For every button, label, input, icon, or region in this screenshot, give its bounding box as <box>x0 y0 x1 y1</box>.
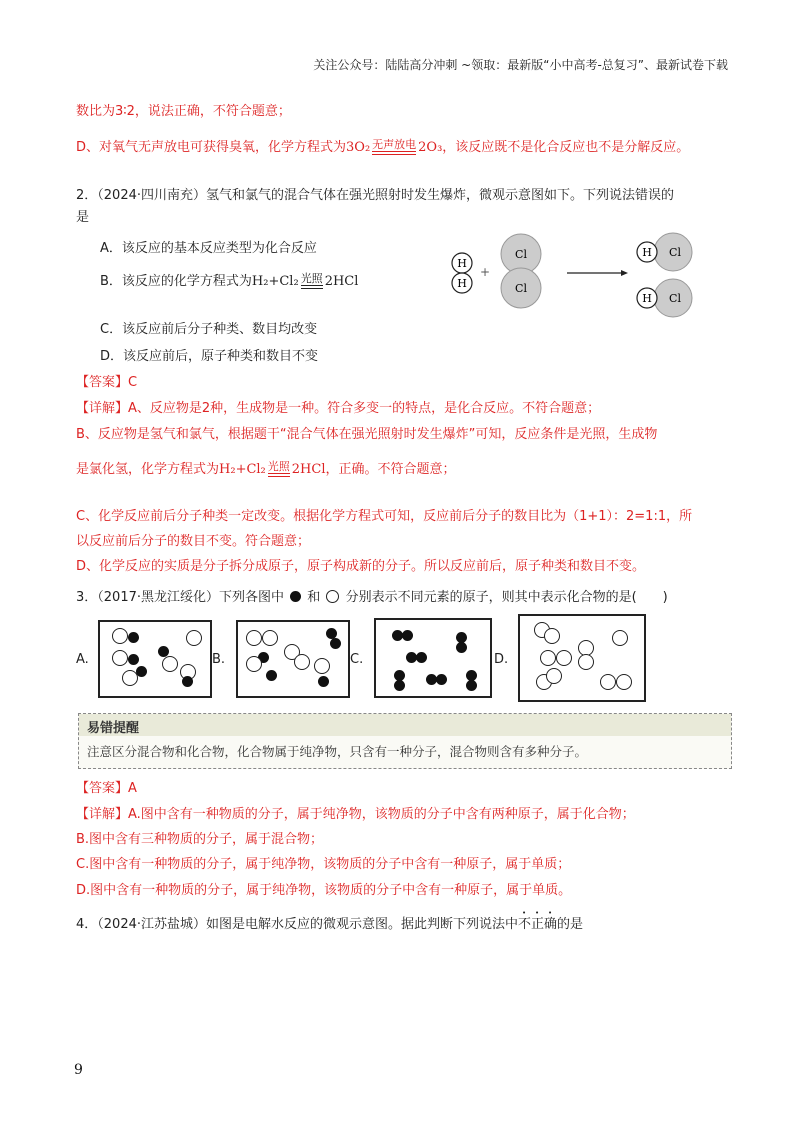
cl-label: Cl <box>515 248 527 261</box>
h-label: H <box>457 277 467 290</box>
page-header: 关注公众号：陆陆高分冲刺 ~领取：最新版“小中高考-总复习”、最新试卷下载 <box>313 58 728 72</box>
q3-label-c: C. <box>350 652 364 667</box>
cl-label: Cl <box>669 246 681 259</box>
q3-stem: 3．（2017·黑龙江绥化）下列各图中 和 分别表示不同元素的原子，则其中表示化合物的是( ) <box>76 590 668 605</box>
q3-figure-d <box>518 614 646 702</box>
q4-stem: 4．（2024·江苏盐城）如图是电解水反应的微观示意图。据此判断下列说法中不正确的是 <box>76 917 584 932</box>
q2-stem: 2．（2024·四川南充）氢气和氯气的混合气体在强光照射时发生爆炸，微观示意图如下。下列说法错误的 <box>76 188 674 203</box>
tip-text: 注意区分混合物和化合物，化合物属于纯净物，只含有一种分子，混合物则含有多种分子。 <box>87 744 588 759</box>
reaction-diagram <box>445 230 715 330</box>
q3-label-d: D. <box>494 652 509 667</box>
white-atom-icon <box>326 590 339 603</box>
black-atom-icon <box>290 591 301 602</box>
h-label: H <box>642 292 652 305</box>
q2-detail-d: D、化学反应的实质是分子拆分成原子，原子构成新的分子。所以反应前后，原子种类和数目不变。 <box>76 559 646 574</box>
q3-figure-b <box>236 620 350 698</box>
q3-answer: 【答案】A <box>76 781 137 796</box>
h-label: H <box>457 257 467 270</box>
emphasis-text: 不正确 <box>518 917 558 932</box>
q3-detail-d: D.图中含有一种物质的分子，属于纯净物，该物质的分子中含有一种原子，属于单质。 <box>76 883 572 898</box>
q3-detail-b: B.图中含有三种物质的分子，属于混合物； <box>76 832 324 847</box>
cl-label: Cl <box>669 292 681 305</box>
tip-title: 易错提醒 <box>87 721 140 736</box>
q3-detail-c: C.图中含有一种物质的分子，属于纯净物，该物质的分子中含有一种原子，属于单质； <box>76 857 571 872</box>
page-number: 9 <box>74 1062 83 1078</box>
q2-detail-b-cont: 是氯化氢，化学方程式为H₂+Cl₂ 光照 2HCl，正确。不符合题意； <box>76 460 456 477</box>
arrowhead-icon <box>621 270 628 276</box>
q3-figure-c <box>374 618 492 698</box>
q2-detail-c: C、化学反应前后分子种类一定改变。根据化学方程式可知，反应前后分子的数目比为（1+1）：2=1:1，所 <box>76 509 693 524</box>
q2-detail-a: 【详解】A、反应物是2种，生成物是一种。符合多变一的特点，是化合反应。不符合题意； <box>76 401 601 416</box>
q2-option-c: C．该反应前后分子种类、数目均改变 <box>100 322 318 337</box>
q2-option-d: D．该反应前后，原子种类和数目不变 <box>100 349 319 364</box>
q2-detail-b: B、反应物是氢气和氯气，根据题干“混合气体在强光照射时发生爆炸”可知，反应条件是光照，生成物 <box>76 427 658 442</box>
ratio-line: 数比为3∶2，说法正确，不符合题意； <box>76 104 291 119</box>
cl-label: Cl <box>515 282 527 295</box>
q2-answer: 【答案】C <box>76 375 138 390</box>
tip-box <box>78 713 732 769</box>
q2-option-a: A．该反应的基本反应类型为化合反应 <box>100 241 317 256</box>
q3-detail-a: 【详解】A.图中含有一种物质的分子，属于纯净物，该物质的分子中含有两种原子，属于化合物； <box>76 807 635 822</box>
plus-sign: + <box>479 265 491 279</box>
q3-label-b: B. <box>212 652 226 667</box>
q2-detail-c-cont: 以反应前后分子的数目不变。符合题意； <box>76 534 311 549</box>
q2-option-b: B．该反应的化学方程式为H₂+Cl₂ 光照 2HCl <box>100 272 359 289</box>
option-d-ozone-line: D、对氧气无声放电可获得臭氧，化学方程式为3O₂ 无声放电 2O₃，该反应既不是化合反应也不是分解反应。 <box>76 138 690 155</box>
q2-stem-cont: 是 <box>76 210 90 225</box>
h-label: H <box>642 246 652 259</box>
q3-figure-a <box>98 620 212 698</box>
q3-label-a: A. <box>76 652 89 667</box>
